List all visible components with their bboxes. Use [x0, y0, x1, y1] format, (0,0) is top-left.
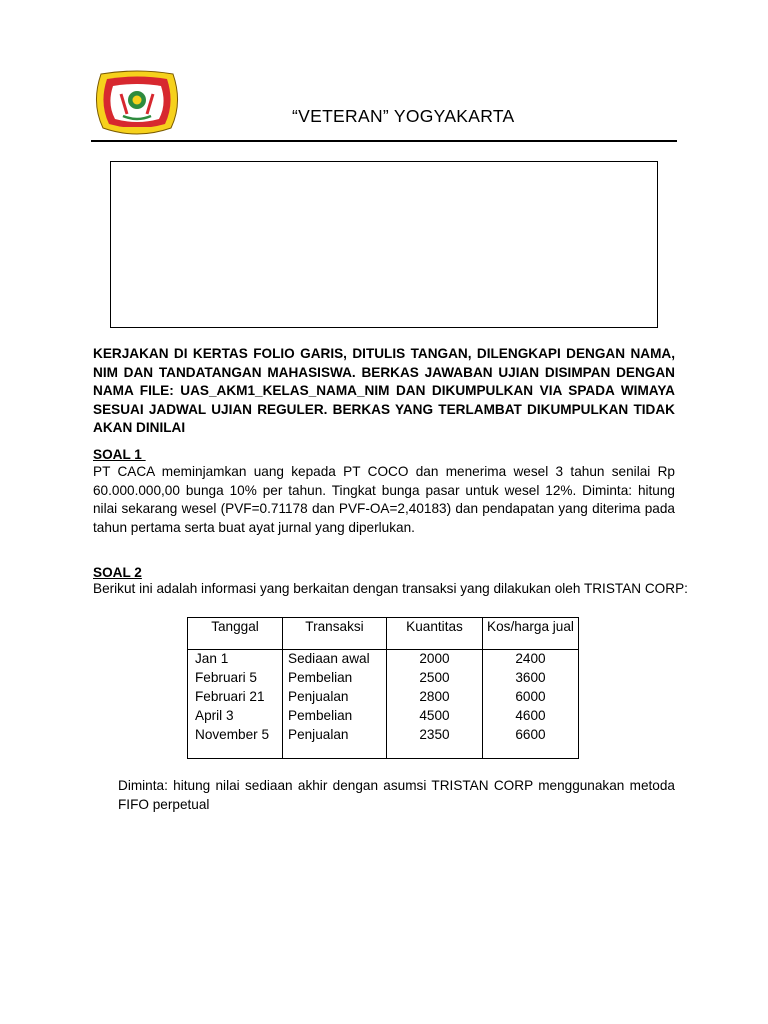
table-cell-kos: 6600 — [515, 727, 546, 742]
table-cell-tanggal: April 3 — [195, 708, 234, 723]
soal1-heading: SOAL 1 — [93, 447, 146, 462]
soal2-question: Diminta: hitung nilai sediaan akhir dengan asumsi TRISTAN CORP menggunakan metoda FIFO perpetual — [118, 778, 675, 812]
soal2-heading: SOAL 2 — [93, 565, 142, 580]
table-cell-transaksi: Pembelian — [288, 708, 353, 723]
table-cell-kos: 3600 — [515, 670, 546, 685]
table-cell-tanggal: Jan 1 — [195, 651, 229, 666]
table-cell-kos: 6000 — [515, 689, 546, 704]
table-column-divider — [282, 618, 283, 758]
transaction-table — [187, 617, 579, 759]
blank-box — [110, 161, 658, 328]
table-header-transaksi: Transaksi — [305, 619, 364, 634]
table-cell-kos: 4600 — [515, 708, 546, 723]
table-header-tanggal: Tanggal — [211, 619, 259, 634]
table-cell-kuantitas: 2350 — [419, 727, 450, 742]
table-cell-kuantitas: 2800 — [419, 689, 450, 704]
table-header-kuantitas: Kuantitas — [406, 619, 463, 634]
soal2-intro: Berikut ini adalah informasi yang berkaitan dengan transaksi yang dilakukan oleh TRISTAN CORP: — [93, 581, 688, 596]
table-cell-transaksi: Pembelian — [288, 670, 353, 685]
table-cell-kos: 2400 — [515, 651, 546, 666]
table-header-kos: Kos/harga jual — [487, 619, 574, 634]
table-cell-transaksi: Sediaan awal — [288, 651, 370, 666]
table-cell-transaksi: Penjualan — [288, 689, 349, 704]
university-logo — [93, 70, 181, 136]
table-cell-transaksi: Penjualan — [288, 727, 349, 742]
table-cell-kuantitas: 2500 — [419, 670, 450, 685]
table-cell-tanggal: Februari 5 — [195, 670, 257, 685]
header-divider — [91, 140, 677, 142]
table-cell-kuantitas: 4500 — [419, 708, 450, 723]
university-name: “VETERAN” YOGYAKARTA — [292, 106, 515, 126]
table-header-divider — [188, 649, 578, 650]
table-cell-tanggal: Februari 21 — [195, 689, 265, 704]
table-cell-tanggal: November 5 — [195, 727, 270, 742]
table-cell-kuantitas: 2000 — [419, 651, 450, 666]
soal1-text: PT CACA meminjamkan uang kepada PT COCO dan menerima wesel 3 tahun senilai Rp 60.000.000,00 bunga 10% per tahun. Tingkat bunga pasar untuk wesel 12%. Diminta: hitung nilai sekarang wesel (PVF=0.71178 dan PVF-OA=2,40183) dan pendapatan yang diterima pada tahun pertama serta buat ayat jurnal yang diperlukan. — [93, 464, 675, 535]
exam-instructions: KERJAKAN DI KERTAS FOLIO GARIS, DITULIS TANGAN, DILENGKAPI DENGAN NAMA, NIM DAN TANDATANGAN MAHASISWA. BERKAS JAWABAN UJIAN DISIMPAN DENGAN NAMA FILE: UAS_AKM1_KELAS_NAMA_NIM DAN DIKUMPULKAN VIA SPADA WIMAYA SESUAI JADWAL UJIAN REGULER. BERKAS YANG TERLAMBAT DIKUMPULKAN TIDAK AKAN DINILAI — [93, 346, 675, 435]
